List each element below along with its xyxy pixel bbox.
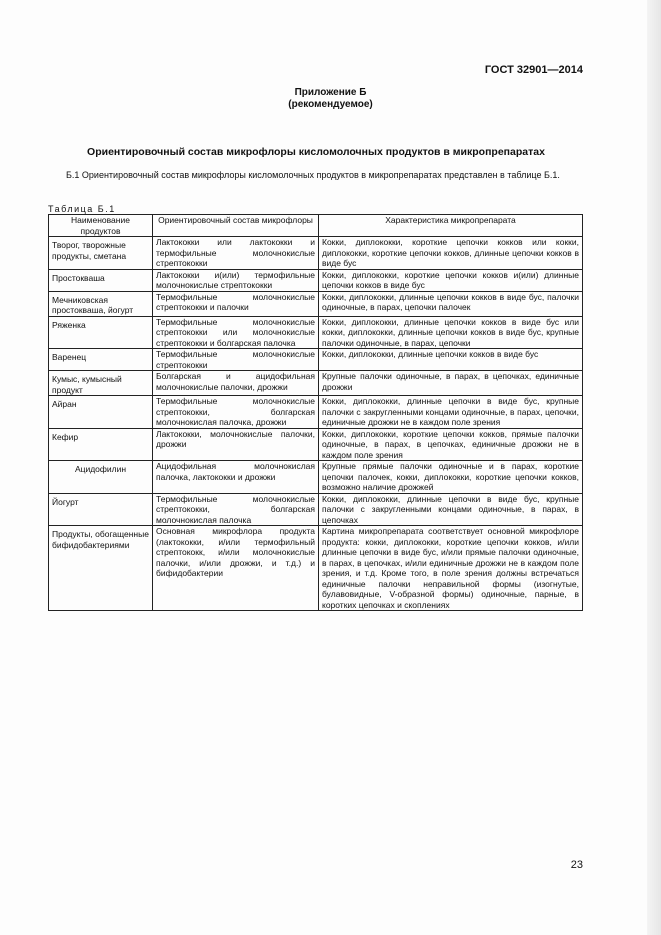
appendix-status: (рекомендуемое) xyxy=(288,99,373,110)
characteristics-cell: Кокки, диплококки, длинные цепочки кокков в виде бус xyxy=(319,349,583,371)
table-row xyxy=(49,237,583,270)
microflora-cell: Болгарская и ацидофильная молочнокислые палочки, дрожжи xyxy=(153,371,319,396)
microflora-cell: Термофильные молочнокислые стрептококки и палочки xyxy=(153,291,319,316)
characteristics-cell: Кокки, диплококки, длинные цепочки кокков в виде бус, палочки одиночные, в парах, цепочки палочек xyxy=(319,291,583,316)
table-row xyxy=(49,269,583,291)
table-caption: Таблица Б.1 xyxy=(48,204,116,214)
product-cell: Кефир xyxy=(49,428,153,461)
table-row xyxy=(49,526,583,611)
product-cell: Творог, творожные продукты, сметана xyxy=(49,237,153,270)
characteristics-cell: Кокки, диплококки, длинные цепочки в виде бус, крупные палочки с закругленными концами одиночные, в парах, в цепочках xyxy=(319,493,583,526)
characteristics-cell: Кокки, диплококки, короткие цепочки кокков, прямые палочки одиночные, в парах, в цепочках, единичные дрожжи не в каждом поле зрения xyxy=(319,428,583,461)
product-cell: Ацидофилин xyxy=(49,461,153,494)
table-row xyxy=(49,428,583,461)
product-cell: Айран xyxy=(49,396,153,429)
product-cell: Мечниковская простокваша, йогурт xyxy=(49,291,153,316)
characteristics-cell: Кокки, диплококки, короткие цепочки кокков или кокки, диплококки, короткие цепочки кокков, длинные цепочки кокков в виде бус xyxy=(319,237,583,270)
microflora-cell: Лактококки, молочнокислые палочки, дрожжи xyxy=(153,428,319,461)
characteristics-cell: Кокки, диплококки, короткие цепочки кокков и(или) длинные цепочки кокков в виде бус xyxy=(319,269,583,291)
characteristics-cell: Кокки, диплококки, длинные цепочки в виде бус, крупные палочки с закругленными концами одиночные, в парах, цепочки, единичные дрожжи не в каждом поле зрения xyxy=(319,396,583,429)
microflora-cell: Ацидофильная молочнокислая палочка, лактококки и дрожжи xyxy=(153,461,319,494)
microflora-cell: Термофильные молочнокислые стрептококки, болгарская молочнокислая палочка xyxy=(153,493,319,526)
appendix-title: Приложение Б xyxy=(294,87,367,98)
product-cell: Продукты, обогащенные бифидобактериями xyxy=(49,526,153,611)
table-row xyxy=(49,349,583,371)
microflora-cell: Основная микрофлора продукта (лактококки, и/или термофильный стрептококк, и/или молочнокислые палочки, и/или дрожжи, и т.д.) и бифидобактерии xyxy=(153,526,319,611)
table-row xyxy=(49,291,583,316)
product-cell: Простокваша xyxy=(49,269,153,291)
microflora-cell: Термофильные молочнокислые стрептококки или молочнокислые стрептококки и болгарская палочка xyxy=(153,316,319,349)
table-row xyxy=(49,316,583,349)
appendix-heading xyxy=(0,87,661,111)
characteristics-cell: Крупные палочки одиночные, в парах, в цепочках, единичные дрожжи xyxy=(319,371,583,396)
table-row xyxy=(49,371,583,396)
page-edge-shadow xyxy=(647,0,661,935)
intro-paragraph: Б.1 Ориентировочный состав микрофлоры кисломолочных продуктов в микропрепаратах представлен в таблице Б.1. xyxy=(66,170,560,180)
section-title: Ориентировочный состав микрофлоры кисломолочных продуктов в микропрепаратах xyxy=(87,146,545,158)
product-cell: Йогурт xyxy=(49,493,153,526)
product-cell: Варенец xyxy=(49,349,153,371)
table-row xyxy=(49,396,583,429)
table-row xyxy=(49,493,583,526)
microflora-table xyxy=(48,214,583,611)
product-cell: Кумыс, кумысный продукт xyxy=(49,371,153,396)
microflora-cell: Лактококки или лактококки и термофильные молочнокислые стрептококки xyxy=(153,237,319,270)
table-row xyxy=(49,461,583,494)
characteristics-cell: Крупные прямые палочки одиночные и в парах, короткие цепочки палочек, кокки, диплококки, короткие цепочки кокков, возможно наличие дрожжей xyxy=(319,461,583,494)
page-number: 23 xyxy=(570,859,583,871)
microflora-cell: Лактококки и(или) термофильные молочнокислые стрептококки xyxy=(153,269,319,291)
microflora-cell: Термофильные молочнокислые стрептококки xyxy=(153,349,319,371)
column-header-characteristics: Характеристика микропрепарата xyxy=(319,215,583,237)
standard-number: ГОСТ 32901—2014 xyxy=(484,64,583,76)
characteristics-cell: Картина микропрепарата соответствует основной микрофлоре продукта: кокки, диплококки, короткие цепочки кокков, и/или длинные цепочки в виде бус, и/или прямые палочки одиночные, в парах, в цепочках, и/или единичные дрожжи не в каждом поле зрения, и т.д. Кроме того, в поле зрения должны встречаться единичные палочки неправильной формы (изогнутые, булавовидные, V-образной формы) одиночные, парные, в коротких цепочках и скоплениях xyxy=(319,526,583,611)
product-cell: Ряженка xyxy=(49,316,153,349)
column-header-product: Наименование продуктов xyxy=(49,215,153,237)
table-header-row xyxy=(49,215,583,237)
microflora-cell: Термофильные молочнокислые стрептококки, болгарская молочнокислая палочка, дрожжи xyxy=(153,396,319,429)
characteristics-cell: Кокки, диплококки, длинные цепочки кокков в виде бус или кокки, диплококки, длинные цепочки кокков в виде бус, крупные палочки одиночные, в парах, цепочки xyxy=(319,316,583,349)
column-header-microflora: Ориентировочный состав микрофлоры xyxy=(153,215,319,237)
